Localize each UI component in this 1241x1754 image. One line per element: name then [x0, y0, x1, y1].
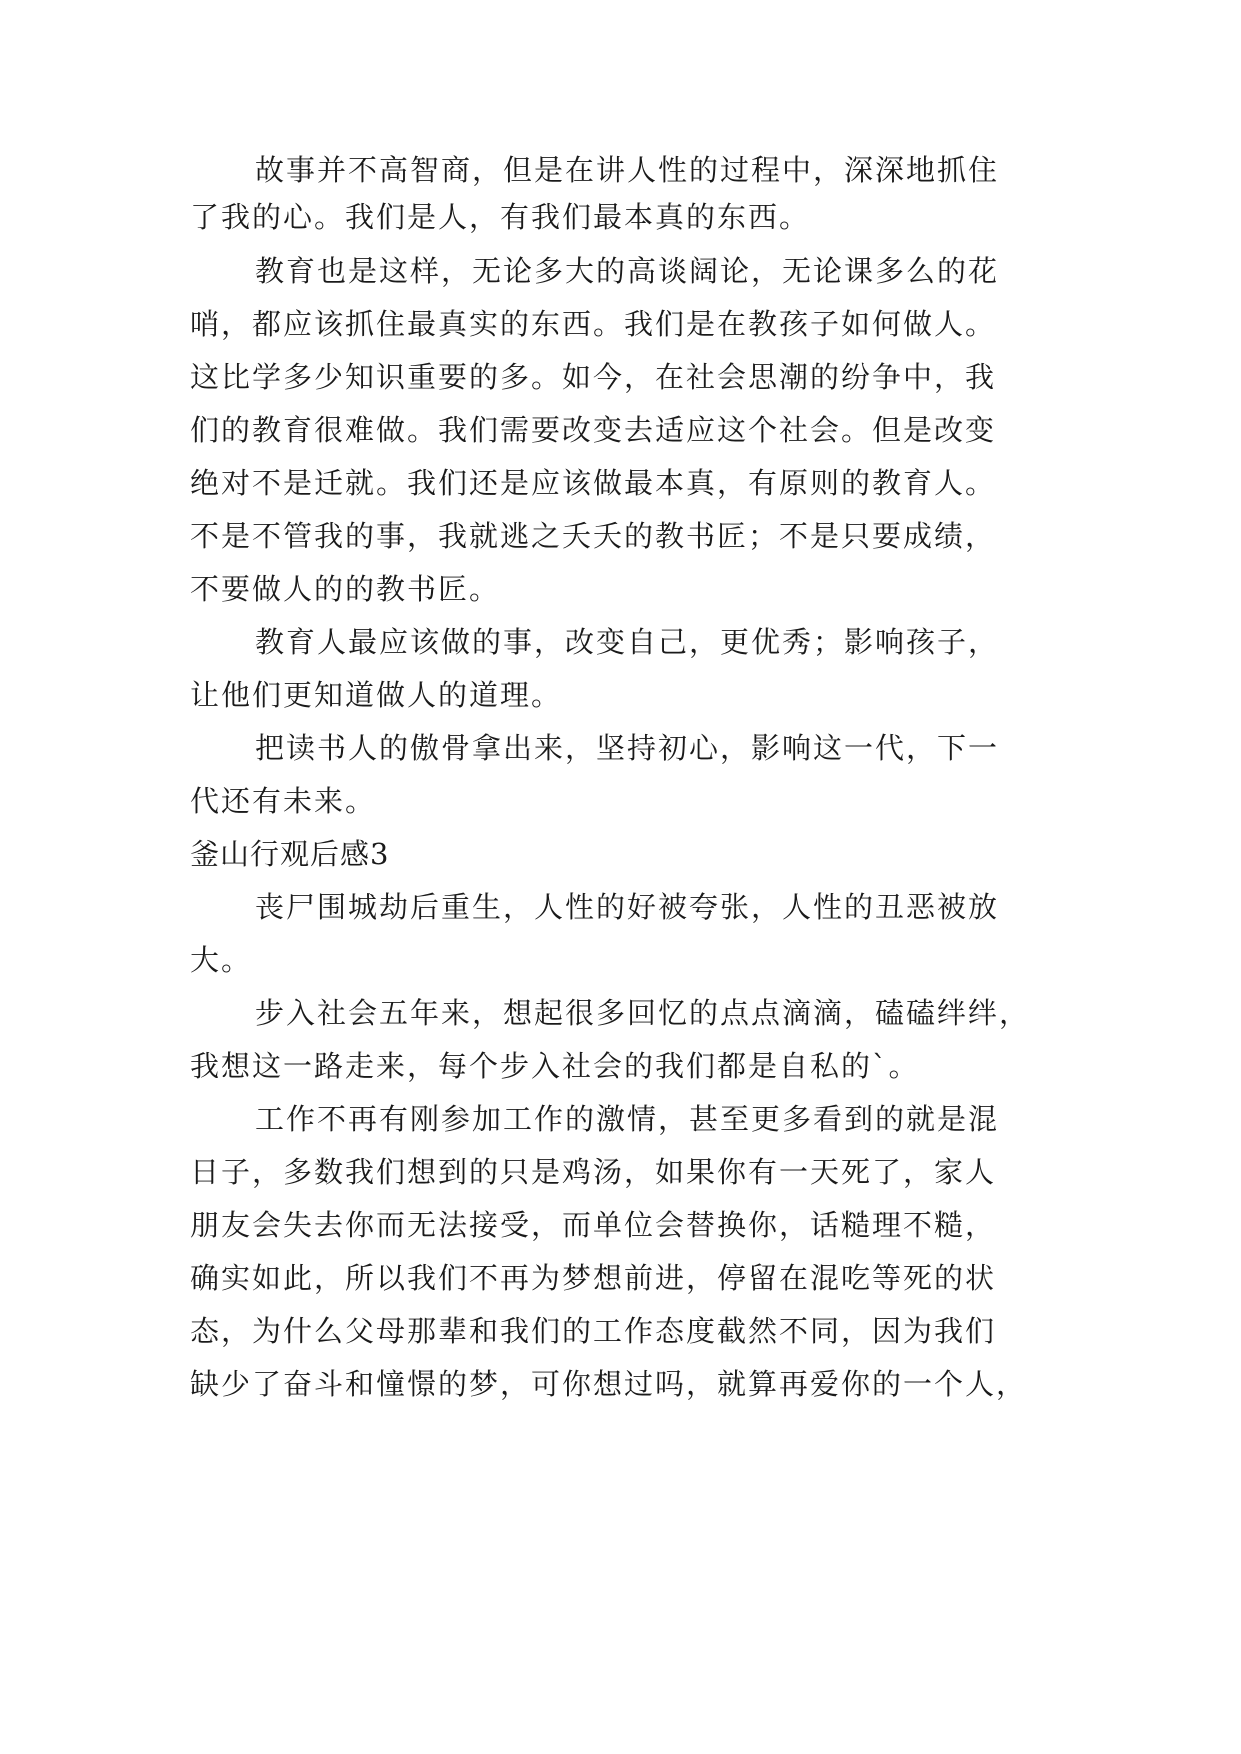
paragraph-2-line-1: 教育也是这样，无论多大的高谈阔论，无论课多么的花: [255, 254, 1000, 288]
paragraph-3-line-1: 教育人最应该做的事，改变自己，更优秀；影响孩子，: [255, 625, 1000, 659]
paragraph-6-line-1: 步入社会五年来，想起很多回忆的点点滴滴，磕磕绊绊，: [255, 996, 1031, 1030]
paragraph-7-line-6: 缺少了奋斗和憧憬的梦，可你想过吗，就算再爱你的一个人，: [190, 1367, 1028, 1401]
paragraph-4-line-1: 把读书人的傲骨拿出来，坚持初心，影响这一代，下一: [255, 731, 1000, 765]
paragraph-7-line-1: 工作不再有刚参加工作的激情，甚至更多看到的就是混: [255, 1102, 1000, 1136]
paragraph-5-line-2: 大。: [190, 943, 253, 977]
paragraph-1-line-1: 故事并不高智商，但是在讲人性的过程中，深深地抓住: [255, 153, 1000, 187]
paragraph-5-line-1: 丧尸围城劫后重生，人性的好被夸张，人性的丑恶被放: [255, 890, 1000, 924]
paragraph-2-line-4: 们的教育很难做。我们需要改变去适应这个社会。但是改变: [190, 413, 997, 447]
paragraph-7-line-5: 态，为什么父母那辈和我们的工作态度截然不同，因为我们: [190, 1314, 997, 1348]
paragraph-7-line-3: 朋友会失去你而无法接受，而单位会替换你，话糙理不糙，: [190, 1208, 997, 1242]
paragraph-7-line-4: 确实如此，所以我们不再为梦想前进，停留在混吃等死的状: [190, 1261, 997, 1295]
section-heading: 釜山行观后感3: [190, 837, 390, 871]
paragraph-2-line-6: 不是不管我的事，我就逃之夭夭的教书匠；不是只要成绩，: [190, 519, 997, 553]
paragraph-2-line-2: 哨，都应该抓住最真实的东西。我们是在教孩子如何做人。: [190, 307, 997, 341]
paragraph-2-line-7: 不要做人的的教书匠。: [190, 572, 501, 606]
paragraph-7-line-2: 日子，多数我们想到的只是鸡汤，如果你有一天死了，家人: [190, 1155, 997, 1189]
paragraph-2-line-3: 这比学多少知识重要的多。如今，在社会思潮的纷争中，我: [190, 360, 997, 394]
paragraph-2-line-5: 绝对不是迁就。我们还是应该做最本真，有原则的教育人。: [190, 466, 997, 500]
paragraph-3-line-2: 让他们更知道做人的道理。: [190, 678, 563, 712]
paragraph-1-line-2: 了我的心。我们是人，有我们最本真的东西。: [190, 200, 811, 234]
paragraph-4-line-2: 代还有未来。: [190, 784, 377, 818]
paragraph-6-line-2: 我想这一路走来，每个步入社会的我们都是自私的`。: [190, 1049, 920, 1083]
